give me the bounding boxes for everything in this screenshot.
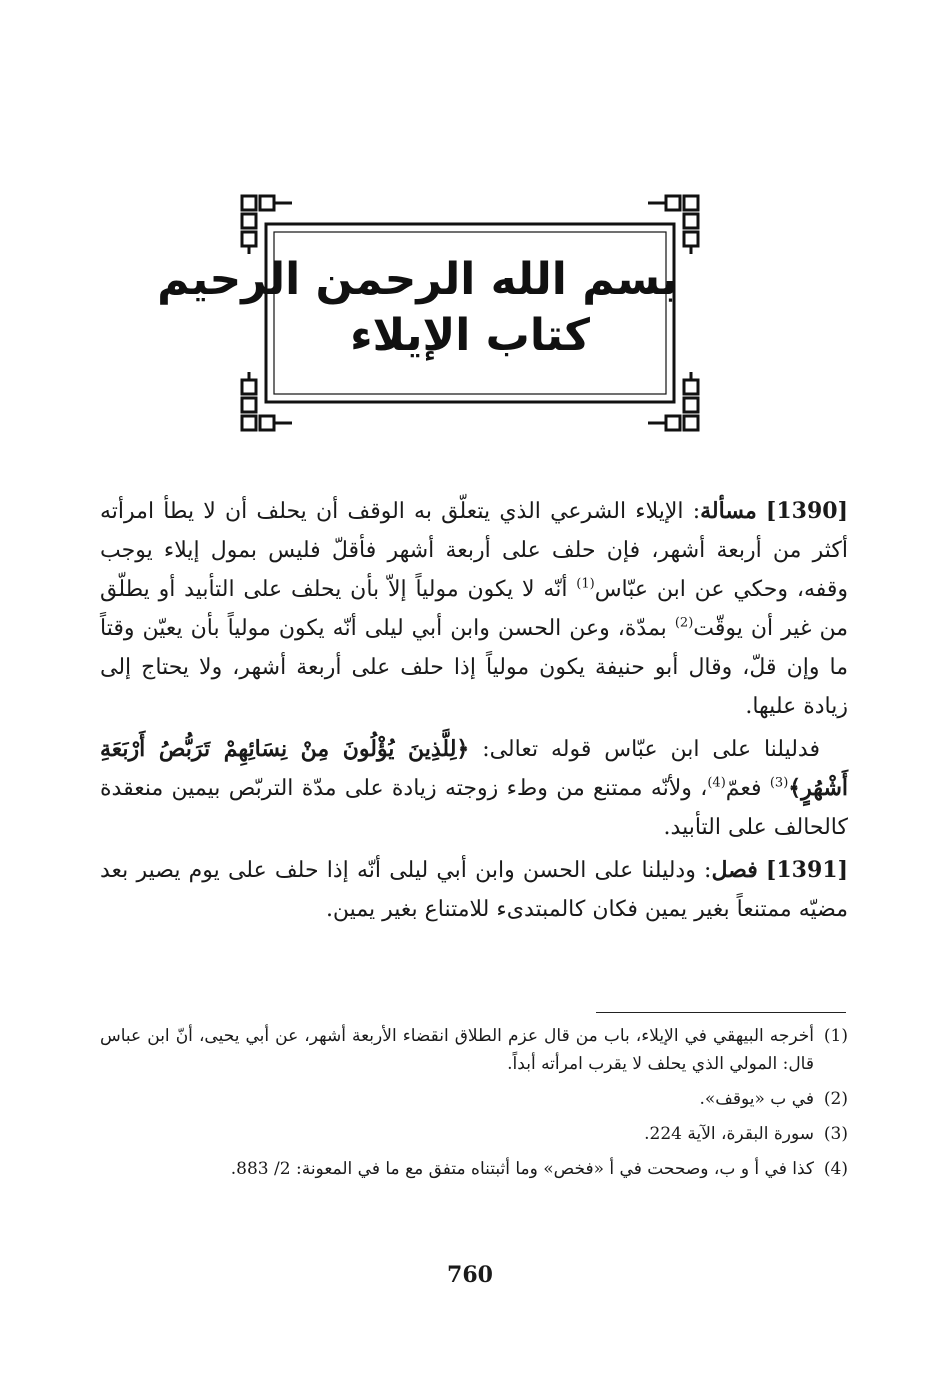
footnote-item [100, 1022, 848, 1078]
paragraph-text: بمدّة، وعن الحسن وابن أبي ليلى أنّه يكون مولياً بأن يعيّن وقتاً ما وإن قلّ، وقال أبو حنيفة يكون مولياً إذا حلف على أربعة أشهر، ولا يحتاج إلى زيادة عليها. [100, 616, 848, 719]
issue-keyword: مسألة [700, 498, 757, 524]
footnote-item [100, 1085, 848, 1113]
quran-verse: ﴿لِلَّذِينَ يُؤْلُونَ مِنْ نِسَائِهِمْ تَرَبُّصُ أَرْبَعَةِ أَشْهُرٍ﴾ [100, 736, 848, 801]
issue-number: [1390] [765, 498, 848, 524]
title-block [157, 252, 678, 364]
page-number: 760 [447, 1262, 493, 1288]
paragraph-text: أنّه لا يكون مولياً إلاّ بأن يحلف على التأبيد أو يطلّق من غير أن يوقّت [100, 577, 848, 641]
paragraph-text: فعمّ [725, 776, 770, 801]
paragraph-text: فدليلنا على ابن عبّاس قوله تعالى: [469, 737, 820, 762]
footnote-ref[interactable]: (3) [769, 775, 789, 791]
paragraph-1391 [100, 851, 848, 929]
footnote-number: (3) [823, 1124, 848, 1144]
paragraph-text: : ودليلنا على الحسن وابن أبي ليلى أنّه إذا حلف على يوم يصير بعد مضيّه ممتنعاً بغير يمين فكان كالمبتدىء للامتناع بغير يمين. [100, 858, 848, 922]
footnote-number: (1) [823, 1026, 848, 1046]
footnote-number: (4) [823, 1159, 848, 1179]
paragraph-text: : الإيلاء الشرعي الذي يتعلّق به الوقف أن يحلف أن لا يطأ امرأته أكثر من أربعة أشهر، فإن حلف على أربعة أشهر فأقلّ فليس بمول إيلاء يوجب وقفه، وحكي عن ابن عبّاس [100, 499, 849, 602]
section-keyword: فصل [711, 857, 758, 883]
footnote-item [100, 1120, 848, 1148]
footnote-item [100, 1155, 848, 1183]
footnotes [100, 1022, 848, 1190]
basmala: بسم الله الرحمن الرحيم [157, 254, 678, 305]
footnote-ref[interactable]: (4) [707, 775, 726, 791]
paragraph-1390 [100, 492, 848, 726]
footnote-text: في ب «يوقف». [699, 1089, 814, 1109]
footnote-text: سورة البقرة، الآية 224. [644, 1124, 814, 1144]
footnote-ref[interactable]: (2) [674, 615, 694, 631]
footnote-divider [596, 1012, 846, 1013]
footnote-number: (2) [823, 1089, 848, 1109]
footnote-ref[interactable]: (1) [576, 576, 595, 592]
book-title: كتاب الإيلاء [350, 310, 590, 361]
paragraph-evidence [100, 730, 848, 847]
footnote-text: كذا في أ و ب، وصححت في أ «فخص» وما أثبتناه متفق مع ما في المعونة: 2/ 883. [230, 1159, 814, 1179]
paragraph-text: ، ولأنّه ممتنع من وطء زوجته زيادة على مدّة التربّص بيمين منعقدة كالحالف على التأبيد. [100, 776, 848, 840]
main-text [100, 492, 848, 933]
section-number: [1391] [765, 857, 848, 883]
footnote-text: أخرجه البيهقي في الإيلاء، باب من قال عزم الطلاق انقضاء الأربعة أشهر، عن أبي يحيى، أنّ ابن عباس قال: المولي الذي يحلف لا يقرب امرأته أبداً. [100, 1026, 814, 1074]
